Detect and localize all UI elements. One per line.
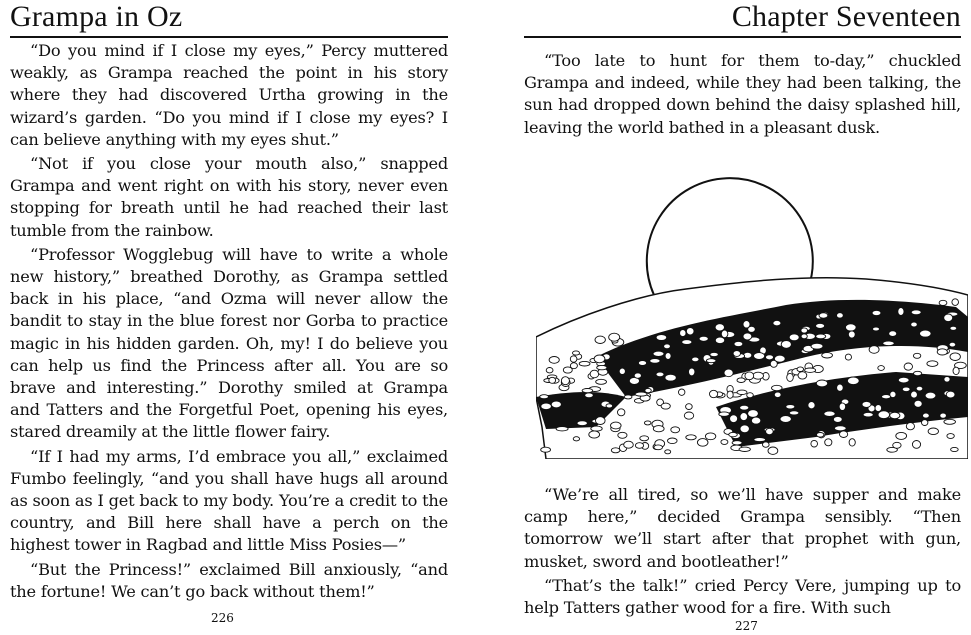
daisy-flower bbox=[946, 391, 955, 398]
daisy-flower bbox=[668, 438, 678, 444]
daisy-flower bbox=[840, 431, 848, 438]
daisy-flower bbox=[734, 341, 743, 346]
daisy-flower bbox=[748, 410, 759, 418]
daisy-flower bbox=[549, 377, 556, 383]
daisy-flower bbox=[890, 391, 896, 397]
daisy-flower bbox=[732, 441, 742, 445]
daisy-flower bbox=[729, 432, 738, 436]
daisy-flower bbox=[570, 356, 577, 362]
daisy-flower bbox=[635, 443, 643, 449]
daisy-flower bbox=[849, 439, 855, 446]
right-running-header bbox=[524, 0, 961, 38]
page-number: 226 bbox=[211, 611, 234, 625]
daisy-flower bbox=[953, 367, 959, 374]
daisy-flower bbox=[743, 333, 752, 340]
daisy-flower bbox=[863, 412, 873, 417]
daisy-flower bbox=[653, 351, 664, 356]
daisy-flower bbox=[951, 447, 959, 451]
daisy-flower bbox=[786, 405, 795, 409]
daisy-flower bbox=[686, 328, 694, 335]
daisy-flower bbox=[754, 353, 765, 360]
paragraph: “We’re all tired, so we’ll have supper and make camp here,” decided Grampa sensibly. “Then tomorrow we’ll start after that prophet with gun, musket, sword and bootleather!” bbox=[524, 485, 961, 571]
daisy-flower bbox=[721, 330, 728, 338]
daisy-flower bbox=[846, 324, 857, 331]
daisy-flower bbox=[789, 334, 799, 341]
daisy-flower bbox=[774, 355, 785, 362]
daisy-flower bbox=[546, 368, 553, 373]
daisy-flower bbox=[947, 434, 954, 439]
daisy-flower bbox=[816, 334, 826, 339]
daisy-flower bbox=[611, 448, 620, 453]
daisy-flower bbox=[911, 391, 918, 398]
daisy-flower bbox=[740, 425, 749, 433]
daisy-flower bbox=[589, 431, 600, 438]
daisy-flower bbox=[754, 438, 766, 442]
daisy-flower bbox=[634, 373, 641, 378]
daisy-flower bbox=[939, 300, 947, 305]
daisy-flower bbox=[692, 357, 699, 362]
daisy-flower bbox=[582, 389, 593, 393]
daisy-flower bbox=[573, 351, 580, 355]
daisy-flower bbox=[890, 412, 900, 418]
daisy-flower bbox=[595, 336, 605, 343]
daisy-flower bbox=[789, 411, 799, 415]
daisy-flower bbox=[875, 405, 882, 412]
daisy-flower bbox=[541, 447, 551, 452]
daisy-flower bbox=[927, 361, 938, 367]
daisy-flower bbox=[773, 320, 781, 325]
page-number: 227 bbox=[735, 619, 758, 633]
daisy-flower bbox=[869, 346, 879, 354]
daisy-flower bbox=[896, 432, 907, 439]
daisy-flower bbox=[928, 428, 938, 435]
right-body-text-bottom bbox=[524, 484, 961, 621]
daisy-flower bbox=[922, 420, 928, 426]
daisy-flower bbox=[665, 353, 671, 360]
daisy-flower bbox=[699, 336, 708, 341]
daisy-flower bbox=[937, 349, 947, 355]
daisy-flower bbox=[705, 433, 715, 440]
left-page bbox=[0, 0, 458, 635]
daisy-flower bbox=[682, 340, 692, 345]
paragraph: “Professor Wogglebug will have to write a whole new history,” breathed Dorothy, as Grampa settled back in his place, “and Ozma will never allow the bandit to stay in the blue forest nor Gorba to practice magic in his hidden garden. Oh, my! I do believe you can help us find the Princess after all. You are so brave and interesting.” Dorothy smiled at Grampa and Tatters and the Forgetful Poet, opening his eyes, stared dreamily at the little flower fairy. bbox=[10, 244, 448, 442]
daisy-flower bbox=[689, 368, 695, 376]
daisy-flower bbox=[609, 333, 620, 341]
daisy-flower bbox=[906, 423, 914, 430]
daisy-flower bbox=[740, 405, 749, 410]
daisy-flower bbox=[925, 392, 936, 399]
chapter-title: Chapter Seventeen bbox=[731, 0, 961, 33]
daisy-flower bbox=[737, 378, 745, 383]
daisy-flower bbox=[811, 440, 818, 447]
daisy-flower bbox=[787, 373, 794, 381]
daisy-flower bbox=[808, 402, 815, 409]
daisy-flower bbox=[640, 436, 649, 441]
daisy-flower bbox=[817, 433, 824, 438]
daisy-flower bbox=[710, 390, 718, 397]
daisy-flower bbox=[740, 413, 748, 421]
daisy-flower bbox=[766, 355, 774, 360]
daisy-flower bbox=[733, 351, 740, 357]
daisy-flower bbox=[585, 393, 594, 398]
daisy-flower bbox=[645, 388, 651, 392]
daisy-flower bbox=[730, 415, 738, 423]
daisy-flower bbox=[661, 403, 670, 409]
daisy-flower bbox=[591, 426, 602, 431]
right-body-text-top bbox=[524, 50, 961, 141]
daisy-flower bbox=[644, 421, 651, 425]
daisy-flower bbox=[780, 416, 791, 423]
daisy-flower bbox=[638, 361, 646, 366]
daisy-flower bbox=[751, 417, 760, 424]
daisy-flower bbox=[824, 411, 835, 416]
daisy-flower bbox=[902, 387, 910, 392]
daisy-flower bbox=[635, 392, 647, 396]
daisy-flower bbox=[825, 439, 832, 446]
daisy-flower bbox=[950, 326, 957, 330]
daisy-flower bbox=[665, 374, 676, 381]
daisy-flower bbox=[949, 342, 956, 347]
daisy-flower bbox=[847, 377, 859, 385]
daisy-flower bbox=[882, 395, 891, 399]
daisy-flower bbox=[671, 427, 680, 433]
daisy-flower bbox=[873, 327, 880, 331]
daisy-flower bbox=[597, 365, 607, 369]
paragraph: “Not if you close your mouth also,” snapped Grampa and went right on with his story, never even stopping for breath until he had reached their last tumble from the rainbow. bbox=[10, 154, 448, 240]
paragraph: “But the Princess!” exclaimed Bill anxiously, “and the fortune! We can’t go back without them!” bbox=[10, 559, 448, 601]
daisy-flower bbox=[739, 447, 750, 451]
daisy-flower bbox=[816, 323, 825, 328]
daisy-flower bbox=[766, 428, 774, 434]
daisy-flower bbox=[816, 380, 827, 387]
daisy-flower bbox=[745, 372, 754, 380]
daisy-flower bbox=[923, 413, 930, 418]
daisy-flower bbox=[805, 368, 816, 372]
daisy-flower bbox=[551, 401, 561, 408]
daisy-flower bbox=[624, 395, 632, 399]
daisy-flower bbox=[653, 426, 664, 432]
daisy-flower bbox=[893, 442, 901, 448]
daisy-flower bbox=[719, 412, 730, 416]
daisy-flower bbox=[715, 324, 724, 331]
daisy-flower bbox=[872, 310, 881, 315]
daisy-flower bbox=[819, 313, 828, 318]
daisy-flower bbox=[811, 343, 823, 349]
daisy-flower bbox=[747, 393, 754, 398]
daisy-flower bbox=[549, 357, 559, 364]
daisy-flower bbox=[721, 440, 728, 445]
daisy-flower bbox=[944, 377, 950, 383]
daisy-flower bbox=[686, 404, 693, 410]
daisy-flower bbox=[920, 330, 932, 337]
daisy-flower bbox=[883, 341, 895, 346]
daisy-flower bbox=[624, 441, 634, 448]
daisy-flower bbox=[561, 377, 569, 385]
daisy-flower bbox=[654, 445, 663, 450]
daisy-flower bbox=[590, 370, 599, 378]
paragraph: “Do you mind if I close my eyes,” Percy muttered weakly, as Grampa reached the point in his story where they had discovered Urtha growing in the wizard’s garden. “Do you mind if I close my eyes? I can believe anything with my eyes shut.” bbox=[10, 41, 448, 149]
sunset-illustration-svg bbox=[536, 167, 968, 459]
daisy-flower bbox=[679, 389, 685, 395]
daisy-flower bbox=[594, 355, 605, 363]
daisy-flower bbox=[619, 368, 625, 374]
daisy-flower bbox=[724, 369, 733, 377]
daisy-flower bbox=[768, 447, 778, 454]
daisy-flower bbox=[753, 372, 764, 379]
daisy-flower bbox=[743, 321, 750, 328]
daisy-flower bbox=[570, 363, 577, 369]
daisy-flower bbox=[772, 385, 783, 390]
daisy-flower bbox=[862, 401, 871, 407]
book-title: Grampa in Oz bbox=[10, 0, 183, 33]
daisy-flower bbox=[579, 361, 590, 366]
daisy-flower bbox=[834, 426, 846, 431]
daisy-flower bbox=[801, 328, 808, 333]
daisy-flower bbox=[656, 372, 664, 377]
daisy-flower bbox=[573, 437, 579, 441]
daisy-flower bbox=[914, 400, 922, 407]
daisy-flower bbox=[577, 421, 587, 426]
daisy-flower bbox=[541, 403, 552, 410]
daisy-flower bbox=[833, 416, 842, 422]
daisy-flower bbox=[781, 341, 791, 349]
daisy-flower bbox=[618, 432, 627, 438]
daisy-flower bbox=[837, 313, 844, 318]
daisy-flower bbox=[848, 331, 855, 338]
sunset-hill-illustration bbox=[536, 167, 968, 459]
daisy-flower bbox=[596, 379, 607, 384]
daisy-flower bbox=[837, 384, 844, 391]
daisy-flower bbox=[878, 366, 885, 371]
left-running-header bbox=[10, 0, 448, 38]
daisy-flower bbox=[556, 427, 568, 431]
daisy-flower bbox=[680, 330, 686, 337]
daisy-flower bbox=[912, 441, 920, 449]
daisy-flower bbox=[944, 419, 956, 424]
daisy-flower bbox=[727, 391, 733, 398]
daisy-flower bbox=[914, 371, 922, 375]
daisy-flower bbox=[913, 353, 920, 358]
daisy-flower bbox=[911, 322, 918, 327]
daisy-flower bbox=[618, 409, 625, 416]
daisy-flower bbox=[904, 363, 912, 370]
daisy-flower bbox=[797, 367, 804, 372]
daisy-flower bbox=[889, 331, 897, 337]
daisy-flower bbox=[950, 353, 960, 361]
daisy-flower bbox=[878, 411, 890, 419]
daisy-flower bbox=[798, 372, 807, 379]
daisy-flower bbox=[916, 386, 923, 391]
daisy-flower bbox=[540, 395, 549, 399]
daisy-flower bbox=[940, 413, 947, 418]
daisy-flower bbox=[801, 334, 807, 339]
left-body-text bbox=[10, 40, 448, 605]
daisy-flower bbox=[737, 390, 747, 394]
daisy-flower bbox=[665, 450, 671, 454]
paragraph: “Too late to hunt for them to-day,” chuckled Grampa and indeed, while they had been talking, the sun had dropped down behind the daisy splashed hill, leaving the world bathed in a pleasant dusk. bbox=[524, 51, 961, 137]
daisy-flower bbox=[684, 412, 693, 419]
right-page bbox=[514, 0, 971, 635]
daisy-flower bbox=[952, 299, 959, 306]
daisy-flower bbox=[839, 403, 845, 411]
daisy-flower bbox=[686, 435, 696, 440]
daisy-flower bbox=[944, 314, 953, 322]
daisy-flower bbox=[656, 335, 667, 341]
daisy-flower bbox=[898, 377, 909, 383]
daisy-flower bbox=[911, 310, 921, 315]
daisy-flower bbox=[898, 308, 904, 316]
sun-circle bbox=[647, 178, 813, 295]
daisy-flower bbox=[650, 359, 660, 364]
daisy-flower bbox=[763, 442, 770, 447]
daisy-flower bbox=[706, 359, 716, 363]
daisy-flower bbox=[822, 353, 833, 358]
daisy-flower bbox=[697, 439, 708, 447]
daisy-flower bbox=[606, 404, 613, 408]
paragraph: “That’s the talk!” cried Percy Vere, jumping up to help Tatters gather wood for a fire. With such bbox=[524, 575, 961, 618]
paragraph: “If I had my arms, I’d embrace you all,” exclaimed Fumbo feelingly, “and you shall have hugs all around as soon as I get back to my body. You’re a credit to the country, and Bill here shall have a perch on the highest tower in Ragbad and little Miss Posies—” bbox=[10, 446, 448, 555]
daisy-flower bbox=[710, 352, 718, 356]
daisy-flower bbox=[774, 392, 781, 398]
daisy-flower bbox=[845, 354, 851, 360]
daisy-flower bbox=[596, 417, 606, 425]
daisy-flower bbox=[664, 344, 671, 349]
daisy-flower bbox=[611, 422, 622, 429]
